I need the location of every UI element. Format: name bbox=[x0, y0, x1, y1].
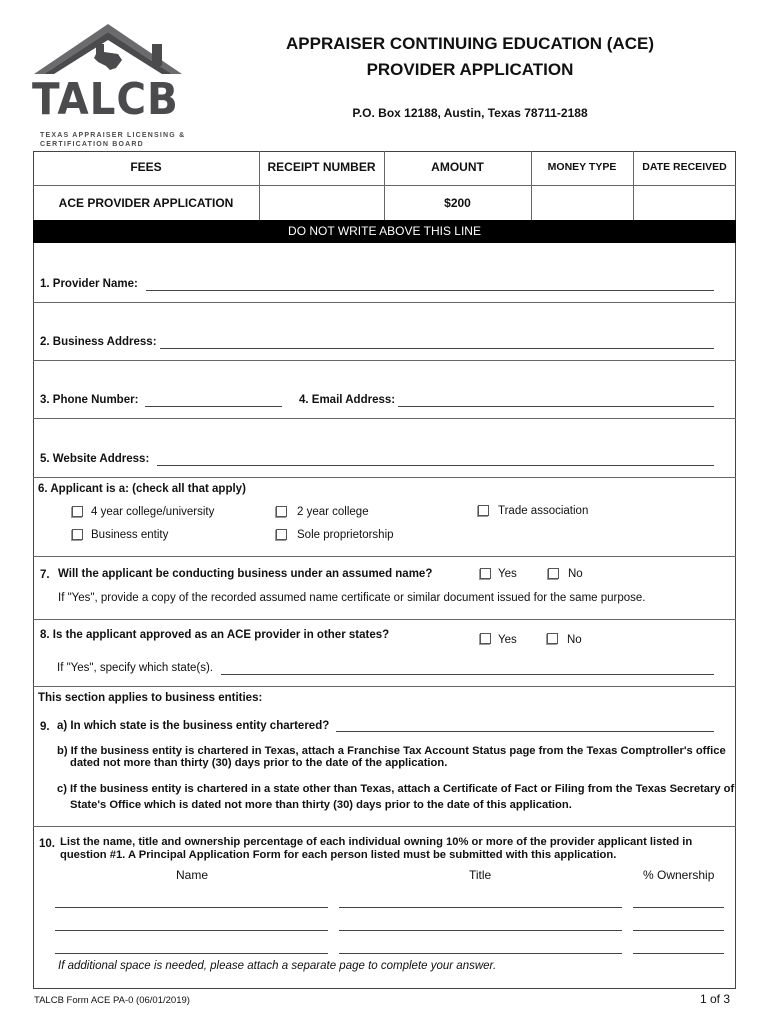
other-states-note: If "Yes", specify which state(s). bbox=[57, 662, 214, 674]
owner-title-field-3[interactable] bbox=[339, 953, 622, 954]
owner-title-field-1[interactable] bbox=[339, 907, 622, 908]
q9-number: 9. bbox=[40, 721, 50, 733]
section-divider bbox=[33, 302, 736, 303]
provider-name-field[interactable] bbox=[146, 290, 714, 291]
sole-proprietorship-label: Sole proprietorship bbox=[297, 529, 394, 541]
section-divider bbox=[33, 826, 736, 827]
amount-value: $200 bbox=[444, 196, 471, 210]
page-number: 1 of 3 bbox=[700, 992, 731, 1006]
other-states-field[interactable] bbox=[221, 674, 714, 675]
fees-header: FEES bbox=[130, 160, 162, 174]
applicant-type-label: 6. Applicant is a: (check all that apply) bbox=[38, 483, 246, 495]
assumed-name-yes-label: Yes bbox=[498, 568, 517, 580]
email-address-field[interactable] bbox=[398, 406, 714, 407]
trade-association-checkbox[interactable] bbox=[478, 505, 489, 516]
other-states-question: 8. Is the applicant approved as an ACE provider in other states? bbox=[40, 629, 390, 641]
assumed-name-no-checkbox[interactable] bbox=[548, 568, 559, 579]
website-address-label: 5. Website Address: bbox=[40, 453, 150, 465]
other-states-yes-checkbox[interactable] bbox=[480, 633, 491, 644]
business-entity-label: Business entity bbox=[91, 529, 169, 541]
section-divider bbox=[33, 556, 736, 557]
logo-subtitle-line1: TEXAS APPRAISER LICENSING & bbox=[40, 132, 186, 139]
business-section-heading: This section applies to business entities: bbox=[38, 692, 263, 704]
logo-subtitle-line2: CERTIFICATION BOARD bbox=[40, 141, 144, 148]
section-divider bbox=[33, 360, 736, 361]
form-title-line1: APPRAISER CONTINUING EDUCATION (ACE) bbox=[285, 34, 655, 53]
website-address-field[interactable] bbox=[157, 465, 714, 466]
section-divider bbox=[33, 418, 736, 419]
form-title-line2: PROVIDER APPLICATION bbox=[366, 60, 574, 79]
q9b-line1: b) If the business entity is chartered in Texas, attach a Franchise Tax Account Status page from the Texas Comptroller's office bbox=[57, 745, 726, 757]
phone-number-label: 3. Phone Number: bbox=[40, 394, 139, 406]
q10-number: 10. bbox=[39, 838, 55, 850]
form-id: TALCB Form ACE PA-0 (06/01/2019) bbox=[34, 995, 190, 1006]
provider-name-label: 1. Provider Name: bbox=[40, 278, 138, 290]
trade-association-label: Trade association bbox=[498, 505, 589, 517]
other-states-no-checkbox[interactable] bbox=[547, 633, 558, 644]
do-not-write-bar: DO NOT WRITE ABOVE THIS LINE bbox=[33, 220, 736, 243]
college-university-label: 4 year college/university bbox=[91, 506, 215, 518]
charter-state-question: a) In which state is the business entity chartered? bbox=[57, 720, 330, 732]
q9c-line2: State's Office which is dated not more than thirty (30) days prior to the date of this application. bbox=[70, 799, 572, 811]
logo-wordmark: TALCB bbox=[32, 74, 179, 125]
email-address-label: 4. Email Address: bbox=[299, 394, 396, 406]
additional-space-note: If additional space is needed, please attach a separate page to complete your answer. bbox=[58, 960, 497, 972]
logo-subtitle bbox=[40, 131, 185, 149]
section-divider bbox=[33, 619, 736, 620]
phone-number-field[interactable] bbox=[145, 406, 282, 407]
amount-header: AMOUNT bbox=[431, 160, 484, 174]
owner-name-field-1[interactable] bbox=[55, 907, 328, 908]
business-entity-checkbox[interactable] bbox=[72, 529, 83, 540]
q10-line1: List the name, title and ownership percentage of each individual owning 10% or more of the provider applicant listed in bbox=[60, 836, 693, 848]
two-year-college-checkbox[interactable] bbox=[276, 506, 287, 517]
date-received-header: DATE RECEIVED bbox=[642, 161, 727, 173]
business-address-label: 2. Business Address: bbox=[40, 336, 157, 348]
money-type-header: MONEY TYPE bbox=[547, 161, 617, 173]
section-divider bbox=[33, 686, 736, 687]
two-year-college-label: 2 year college bbox=[297, 506, 369, 518]
other-states-no-label: No bbox=[567, 634, 582, 646]
assumed-name-question: Will the applicant be conducting business under an assumed name? bbox=[58, 568, 433, 580]
business-address-field[interactable] bbox=[160, 348, 714, 349]
college-university-checkbox[interactable] bbox=[72, 506, 83, 517]
sole-proprietorship-checkbox[interactable] bbox=[276, 529, 287, 540]
assumed-name-yes-checkbox[interactable] bbox=[480, 568, 491, 579]
charter-state-field[interactable] bbox=[336, 731, 714, 732]
ownership-column-header: % Ownership bbox=[643, 868, 715, 882]
owner-name-field-3[interactable] bbox=[55, 953, 328, 954]
q9c-line1: c) If the business entity is chartered in a state other than Texas, attach a Certificate of Fact or Filing from the Texas Secretary of bbox=[57, 783, 735, 795]
title-column-header: Title bbox=[469, 868, 492, 882]
q9b-line2: dated not more than thirty (30) days prior to the date of the application. bbox=[70, 757, 448, 769]
q10-line2: question #1. A Principal Application Form for each person listed must be submitted with this application. bbox=[60, 849, 617, 861]
name-column-header: Name bbox=[176, 868, 209, 882]
section-divider bbox=[33, 477, 736, 478]
owner-percent-field-3[interactable] bbox=[633, 953, 724, 954]
receipt-number-header: RECEIPT NUMBER bbox=[267, 160, 376, 174]
owner-title-field-2[interactable] bbox=[339, 930, 622, 931]
assumed-name-no-label: No bbox=[568, 568, 583, 580]
fee-item: ACE PROVIDER APPLICATION bbox=[58, 196, 234, 210]
other-states-yes-label: Yes bbox=[498, 634, 517, 646]
owner-name-field-2[interactable] bbox=[55, 930, 328, 931]
q7-number: 7. bbox=[40, 569, 50, 581]
mailing-address: P.O. Box 12188, Austin, Texas 78711-2188 bbox=[352, 106, 588, 120]
owner-percent-field-2[interactable] bbox=[633, 930, 724, 931]
assumed-name-note: If "Yes", provide a copy of the recorded assumed name certificate or similar document issued for the same purpose. bbox=[58, 592, 646, 604]
owner-percent-field-1[interactable] bbox=[633, 907, 724, 908]
